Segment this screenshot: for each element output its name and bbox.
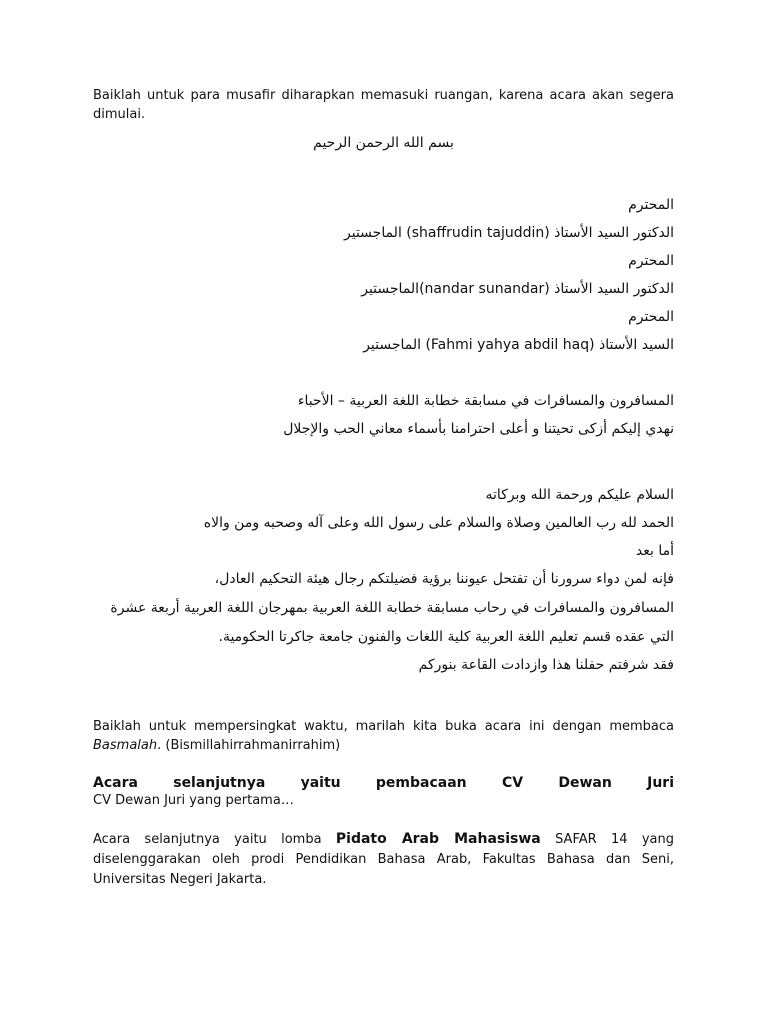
basmalah-paragraph — [93, 717, 674, 755]
opening-line: أما بعد — [635, 543, 674, 559]
document-page — [93, 86, 674, 890]
opening-line: السلام عليكم ورحمة الله وبركاته — [485, 487, 674, 503]
honorific-line: الدكتور السيد الأستاذ (shaffrudin tajuddin) الماجستير — [344, 225, 674, 241]
intro-paragraph: Baiklah untuk para musafir diharapkan memasuki ruangan, karena acara akan segera dimulai. — [93, 88, 674, 122]
honorific-line: الدكتور السيد الأستاذ (nandar sunandar)الماجستير — [361, 281, 674, 297]
basmalah-text-before: Baiklah untuk mempersingkat waktu, marilah kita buka acara ini dengan membaca — [93, 719, 674, 734]
lomba-text-before: Acara selanjutnya yaitu lomba — [93, 832, 336, 847]
audience-line: المسافرون والمسافرات في مسابقة خطابة اللغة العربية – الأحباء — [297, 393, 674, 409]
basmala-line: بسم الله الرحمن الرحيم — [313, 135, 454, 151]
opening-line: فإنه لمن دواء سرورنا أن تفتحل عيوننا برؤية فضيلتكم رجال هيئة التحكيم العادل، — [214, 571, 674, 587]
opening-line: التي عقده قسم تعليم اللغة العربية كلية اللغات والفنون جامعة جاكرتا الحكومية. — [218, 629, 674, 645]
basmalah-italic: Basmalah — [93, 738, 158, 753]
honorific-line: المحترم — [628, 309, 674, 325]
honorific-line: السيد الأستاذ (Fahmi yahya abdil haq) الماجستير — [363, 337, 674, 353]
audience-line: نهدي إليكم أزكى تحيتنا و أعلى احترامنا بأسماء معاني الحب والإجلال — [283, 421, 674, 437]
honorific-line: المحترم — [628, 253, 674, 269]
lomba-text-after: SAFAR 14 yang diselenggarakan oleh prodi Pendidikan Bahasa Arab, Fakultas Bahasa dan Seni, Universitas Negeri Jakarta. — [93, 832, 675, 887]
opening-line: المسافرون والمسافرات في رحاب مسابقة خطابة اللغة العربية بمهرجان اللغة العربية أربعة عشرة — [110, 600, 674, 616]
lomba-bold: Pidato Arab Mahasiswa — [335, 831, 541, 847]
cv-heading: Acara selanjutnya yaitu pembacaan CV Dewan Juri — [93, 775, 674, 791]
opening-line: فقد شرفتم حفلنا هذا وازدادت القاعة بنوركم — [418, 657, 674, 673]
cv-first-line: CV Dewan Juri yang pertama… — [93, 793, 294, 808]
basmalah-text-after: . (Bismillahirrahmanirrahim) — [157, 738, 341, 753]
honorific-line: المحترم — [628, 197, 674, 213]
lomba-paragraph — [93, 829, 674, 890]
opening-line: الحمد لله رب العالمين وصلاة والسلام على رسول الله وعلى آله وصحبه ومن والاه — [203, 515, 674, 531]
